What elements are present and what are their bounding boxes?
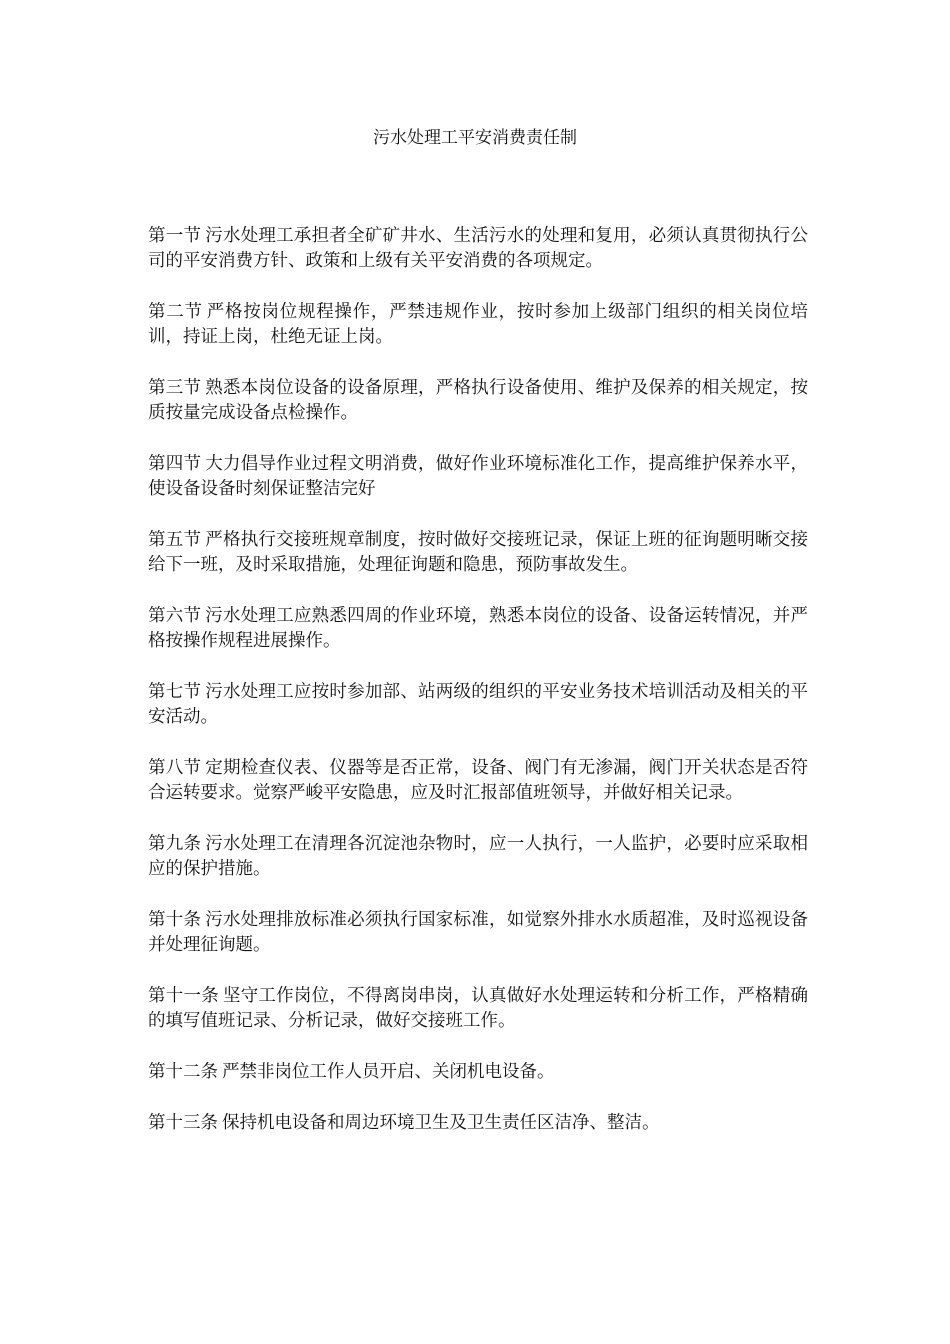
article-text: 大力倡导作业过程文明消费，做好作业环境标准化工作，提高维护保养水平，使设备设备时刻保证整洁完好 [148,454,809,499]
article-text: 定期检查仪表、仪器等是否正常，设备、阀门有无渗漏，阀门开关状态是否符合运转要求。觉察严峻平安隐患，应及时汇报部值班领导，并做好相关记录。 [148,758,809,803]
article-number: 第十三条 [148,1113,218,1133]
article-text: 污水处理工承担者全矿矿井水、生活污水的处理和复用，必须认真贯彻执行公司的平安消费方针、政策和上级有关平安消费的各项规定。 [148,226,809,271]
article-text: 严格按岗位规程操作，严禁违规作业，按时参加上级部门组织的相关岗位培训，持证上岗，杜绝无证上岗。 [148,302,809,347]
article-number: 第七节 [148,682,202,702]
article-text: 保持机电设备和周边环境卫生及卫生责任区洁净、整洁。 [222,1113,660,1133]
article-text: 严禁非岗位工作人员开启、关闭机电设备。 [222,1062,555,1082]
article-text: 污水处理工应按时参加部、站两级的组织的平安业务技术培训活动及相关的平安活动。 [148,682,809,727]
article-12 [148,1060,808,1085]
article-number: 第六节 [148,606,202,626]
article-number: 第十二条 [148,1062,218,1082]
article-text: 污水处理工在清理各沉淀池杂物时，应一人执行，一人监护，必要时应采取相应的保护措施。 [148,834,809,879]
article-number: 第四节 [148,454,202,474]
article-text: 污水处理排放标准必须执行国家标准，如觉察外排水水质超准，及时巡视设备并处理征询题。 [148,910,809,955]
article-number: 第一节 [148,226,202,246]
article-number: 第十条 [148,910,202,930]
article-number: 第三节 [148,378,202,398]
article-13 [148,1111,808,1136]
article-text: 熟悉本岗位设备的设备原理，严格执行设备使用、维护及保养的相关规定，按质按量完成设备点检操作。 [148,378,809,423]
document-title: 污水处理工平安消费责任制 [373,128,577,148]
article-9 [148,832,808,882]
article-11 [148,984,808,1034]
article-10 [148,908,808,958]
article-text: 坚守工作岗位，不得离岗串岗，认真做好水处理运转和分析工作，严格精确的填写值班记录、分析记录，做好交接班工作。 [148,986,809,1031]
article-number: 第十一条 [148,986,219,1006]
article-5 [148,528,808,578]
article-number: 第九条 [148,834,202,854]
article-4 [148,452,808,502]
article-text: 污水处理工应熟悉四周的作业环境，熟悉本岗位的设备、设备运转情况，并严格按操作规程进展操作。 [148,606,809,651]
article-2 [148,300,808,350]
article-3 [148,376,808,426]
article-8 [148,756,808,806]
article-7 [148,680,808,730]
article-6 [148,604,808,654]
article-number: 第五节 [148,530,202,550]
article-text: 严格执行交接班规章制度，按时做好交接班记录，保证上班的征询题明晰交接给下一班，及时采取措施，处理征询题和隐患，预防事故发生。 [148,530,809,575]
article-number: 第二节 [148,302,203,322]
document-body [148,224,808,1162]
article-number: 第八节 [148,758,202,778]
article-1 [148,224,808,274]
